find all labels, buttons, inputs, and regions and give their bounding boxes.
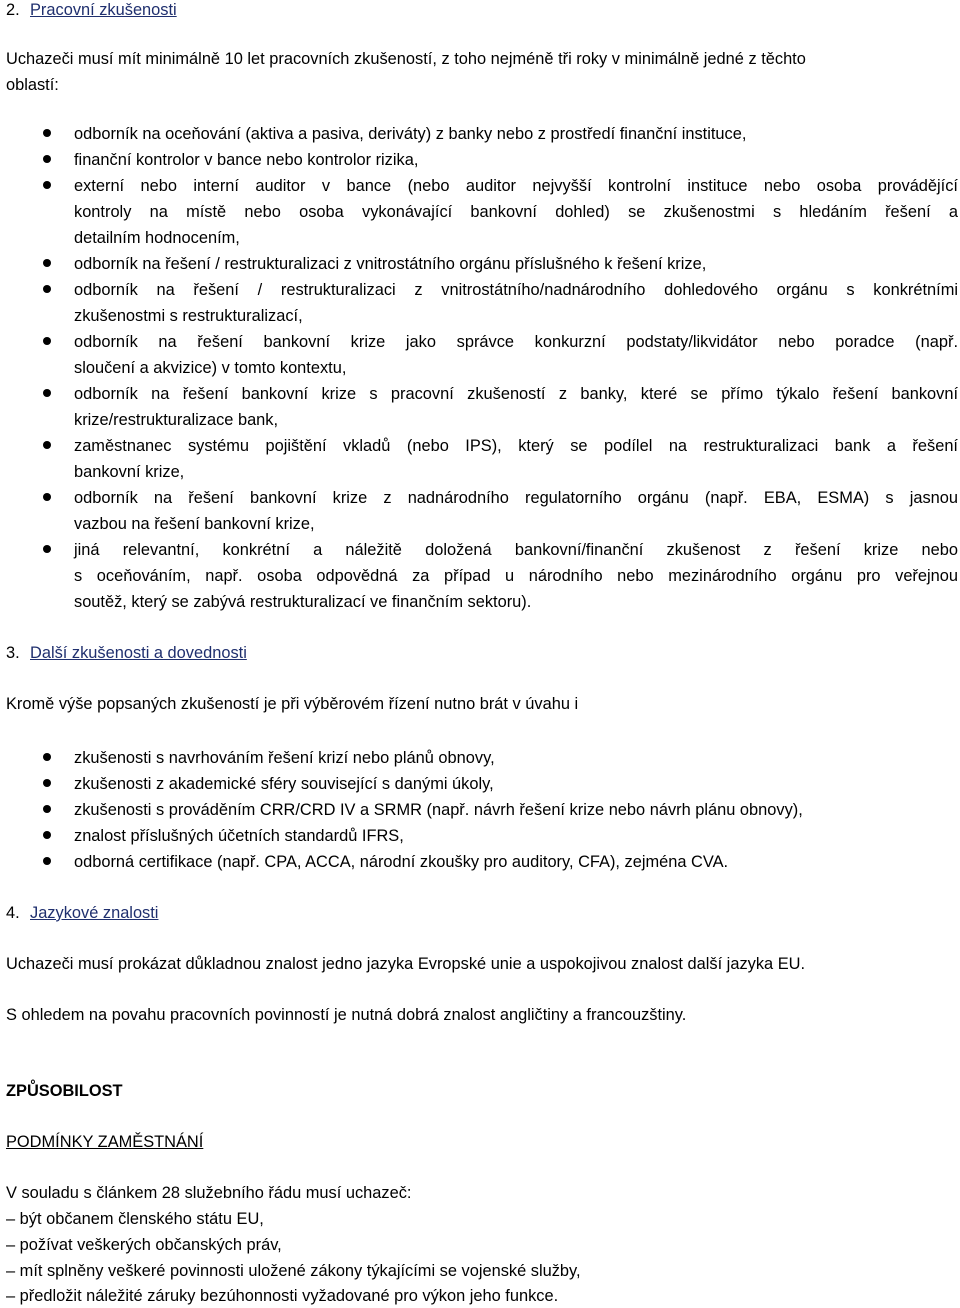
list-item: jiná relevantní, konkrétní a náležitě doložená bankovní/finanční zkušenost z řešení krize nebo — [74, 541, 958, 559]
bullet-icon — [43, 493, 51, 501]
list-item: odborník na oceňování (aktiva a pasiva, deriváty) z banky nebo z prostředí finanční instituce, — [74, 125, 747, 143]
list-item: odborník na řešení bankovní krize jako správce konkurzní podstaty/likvidátor nebo poradce (např. — [74, 333, 958, 351]
bullet-icon — [43, 389, 51, 397]
eligibility-intro: V souladu s článkem 28 služebního řádu musí uchazeč: — [6, 1184, 412, 1202]
list-item-continuation: vazbou na řešení bankovní krize, — [74, 515, 315, 533]
list-item: odborník na řešení / restrukturalizaci z vnitrostátního orgánu příslušného k řešení krize, — [74, 255, 707, 273]
bullet-icon — [43, 779, 51, 787]
section-2-intro-line-1: Uchazeči musí mít minimálně 10 let pracovních zkušeností, z toho nejméně tři roky v minimálně jedné z těchto — [6, 50, 806, 68]
bullet-icon — [43, 259, 51, 267]
list-item-continuation: sloučení a akvizice) v tomto kontextu, — [74, 359, 347, 377]
bullet-icon — [43, 545, 51, 553]
section-number: 3. — [6, 644, 20, 662]
list-item: odborník na řešení bankovní krize s pracovní zkušeností z banky, které se přímo týkalo řešení bankovní — [74, 385, 958, 403]
bullet-icon — [43, 805, 51, 813]
section-3-title-link[interactable]: Další zkušenosti a dovednosti — [30, 644, 247, 662]
bullet-icon — [43, 831, 51, 839]
list-item-continuation: krize/restrukturalizace bank, — [74, 411, 279, 429]
section-2-heading — [6, 0, 177, 20]
section-4-heading — [6, 903, 158, 923]
list-item: zkušenosti s prováděním CRR/CRD IV a SRMR (např. návrh řešení krize nebo návrh plánu obnovy), — [74, 801, 803, 819]
list-item-continuation: s oceňováním, např. osoba odpovědná za případ u národního nebo mezinárodního orgánu pro veřejnou — [74, 567, 958, 585]
list-item: – mít splněny veškeré povinnosti uložené zákony týkajícími se vojenské služby, — [6, 1262, 581, 1280]
eligibility-heading: ZPŮSOBILOST — [6, 1082, 123, 1100]
list-item: zaměstnanec systému pojištění vkladů (nebo IPS), který se podílel na restrukturalizaci bank a řešení — [74, 437, 958, 455]
bullet-icon — [43, 181, 51, 189]
section-3-intro: Kromě výše popsaných zkušeností je při výběrovém řízení nutno brát v úvahu i — [6, 695, 579, 713]
list-item: odborník na řešení / restrukturalizaci z vnitrostátního/nadnárodního dohledového orgánu s konkrétními — [74, 281, 958, 299]
employment-conditions-heading: PODMÍNKY ZAMĚSTNÁNÍ — [6, 1133, 204, 1151]
list-item: externí nebo interní auditor v bance (nebo auditor nejvyšší kontrolní instituce nebo osoba provádějící — [74, 177, 958, 195]
list-item-continuation: kontroly na místě nebo osoba vykonávající bankovní dohled) se zkušenostmi s hledáním řešení a — [74, 203, 958, 221]
list-item: – požívat veškerých občanských práv, — [6, 1236, 282, 1254]
list-item: finanční kontrolor v bance nebo kontrolor rizika, — [74, 151, 419, 169]
list-item-continuation: detailním hodnocením, — [74, 229, 240, 247]
bullet-icon — [43, 285, 51, 293]
list-item: odborná certifikace (např. CPA, ACCA, národní zkoušky pro auditory, CFA), zejména CVA. — [74, 853, 729, 871]
bullet-icon — [43, 441, 51, 449]
bullet-icon — [43, 337, 51, 345]
list-item-continuation: soutěž, který se zabývá restrukturalizací ve finančním sektoru). — [74, 593, 532, 611]
list-item-continuation: zkušenostmi s restrukturalizací, — [74, 307, 303, 325]
section-4-title-link[interactable]: Jazykové znalosti — [30, 904, 159, 922]
section-4-paragraph: Uchazeči musí prokázat důkladnou znalost jedno jazyka Evropské unie a uspokojivou znalost další jazyka EU. — [6, 955, 806, 973]
section-2-intro-line-2: oblastí: — [6, 76, 59, 94]
list-item: – předložit náležité záruky bezúhonnosti vyžadované pro výkon jeho funkce. — [6, 1287, 559, 1305]
list-item: – být občanem členského státu EU, — [6, 1210, 264, 1228]
section-3-heading — [6, 643, 247, 663]
bullet-icon — [43, 857, 51, 865]
list-item: zkušenosti z akademické sféry související s danými úkoly, — [74, 775, 494, 793]
bullet-icon — [43, 129, 51, 137]
list-item: odborník na řešení bankovní krize z nadnárodního regulatorního orgánu (např. EBA, ESMA) s jasnou — [74, 489, 958, 507]
bullet-icon — [43, 155, 51, 163]
section-number: 4. — [6, 904, 20, 922]
bullet-icon — [43, 753, 51, 761]
section-number: 2. — [6, 1, 20, 19]
section-2-title-link[interactable]: Pracovní zkušenosti — [30, 1, 177, 19]
list-item-continuation: bankovní krize, — [74, 463, 185, 481]
section-4-paragraph: S ohledem na povahu pracovních povinností je nutná dobrá znalost angličtiny a francouzštiny. — [6, 1006, 687, 1024]
list-item: znalost příslušných účetních standardů IFRS, — [74, 827, 404, 845]
list-item: zkušenosti s navrhováním řešení krizí nebo plánů obnovy, — [74, 749, 495, 767]
